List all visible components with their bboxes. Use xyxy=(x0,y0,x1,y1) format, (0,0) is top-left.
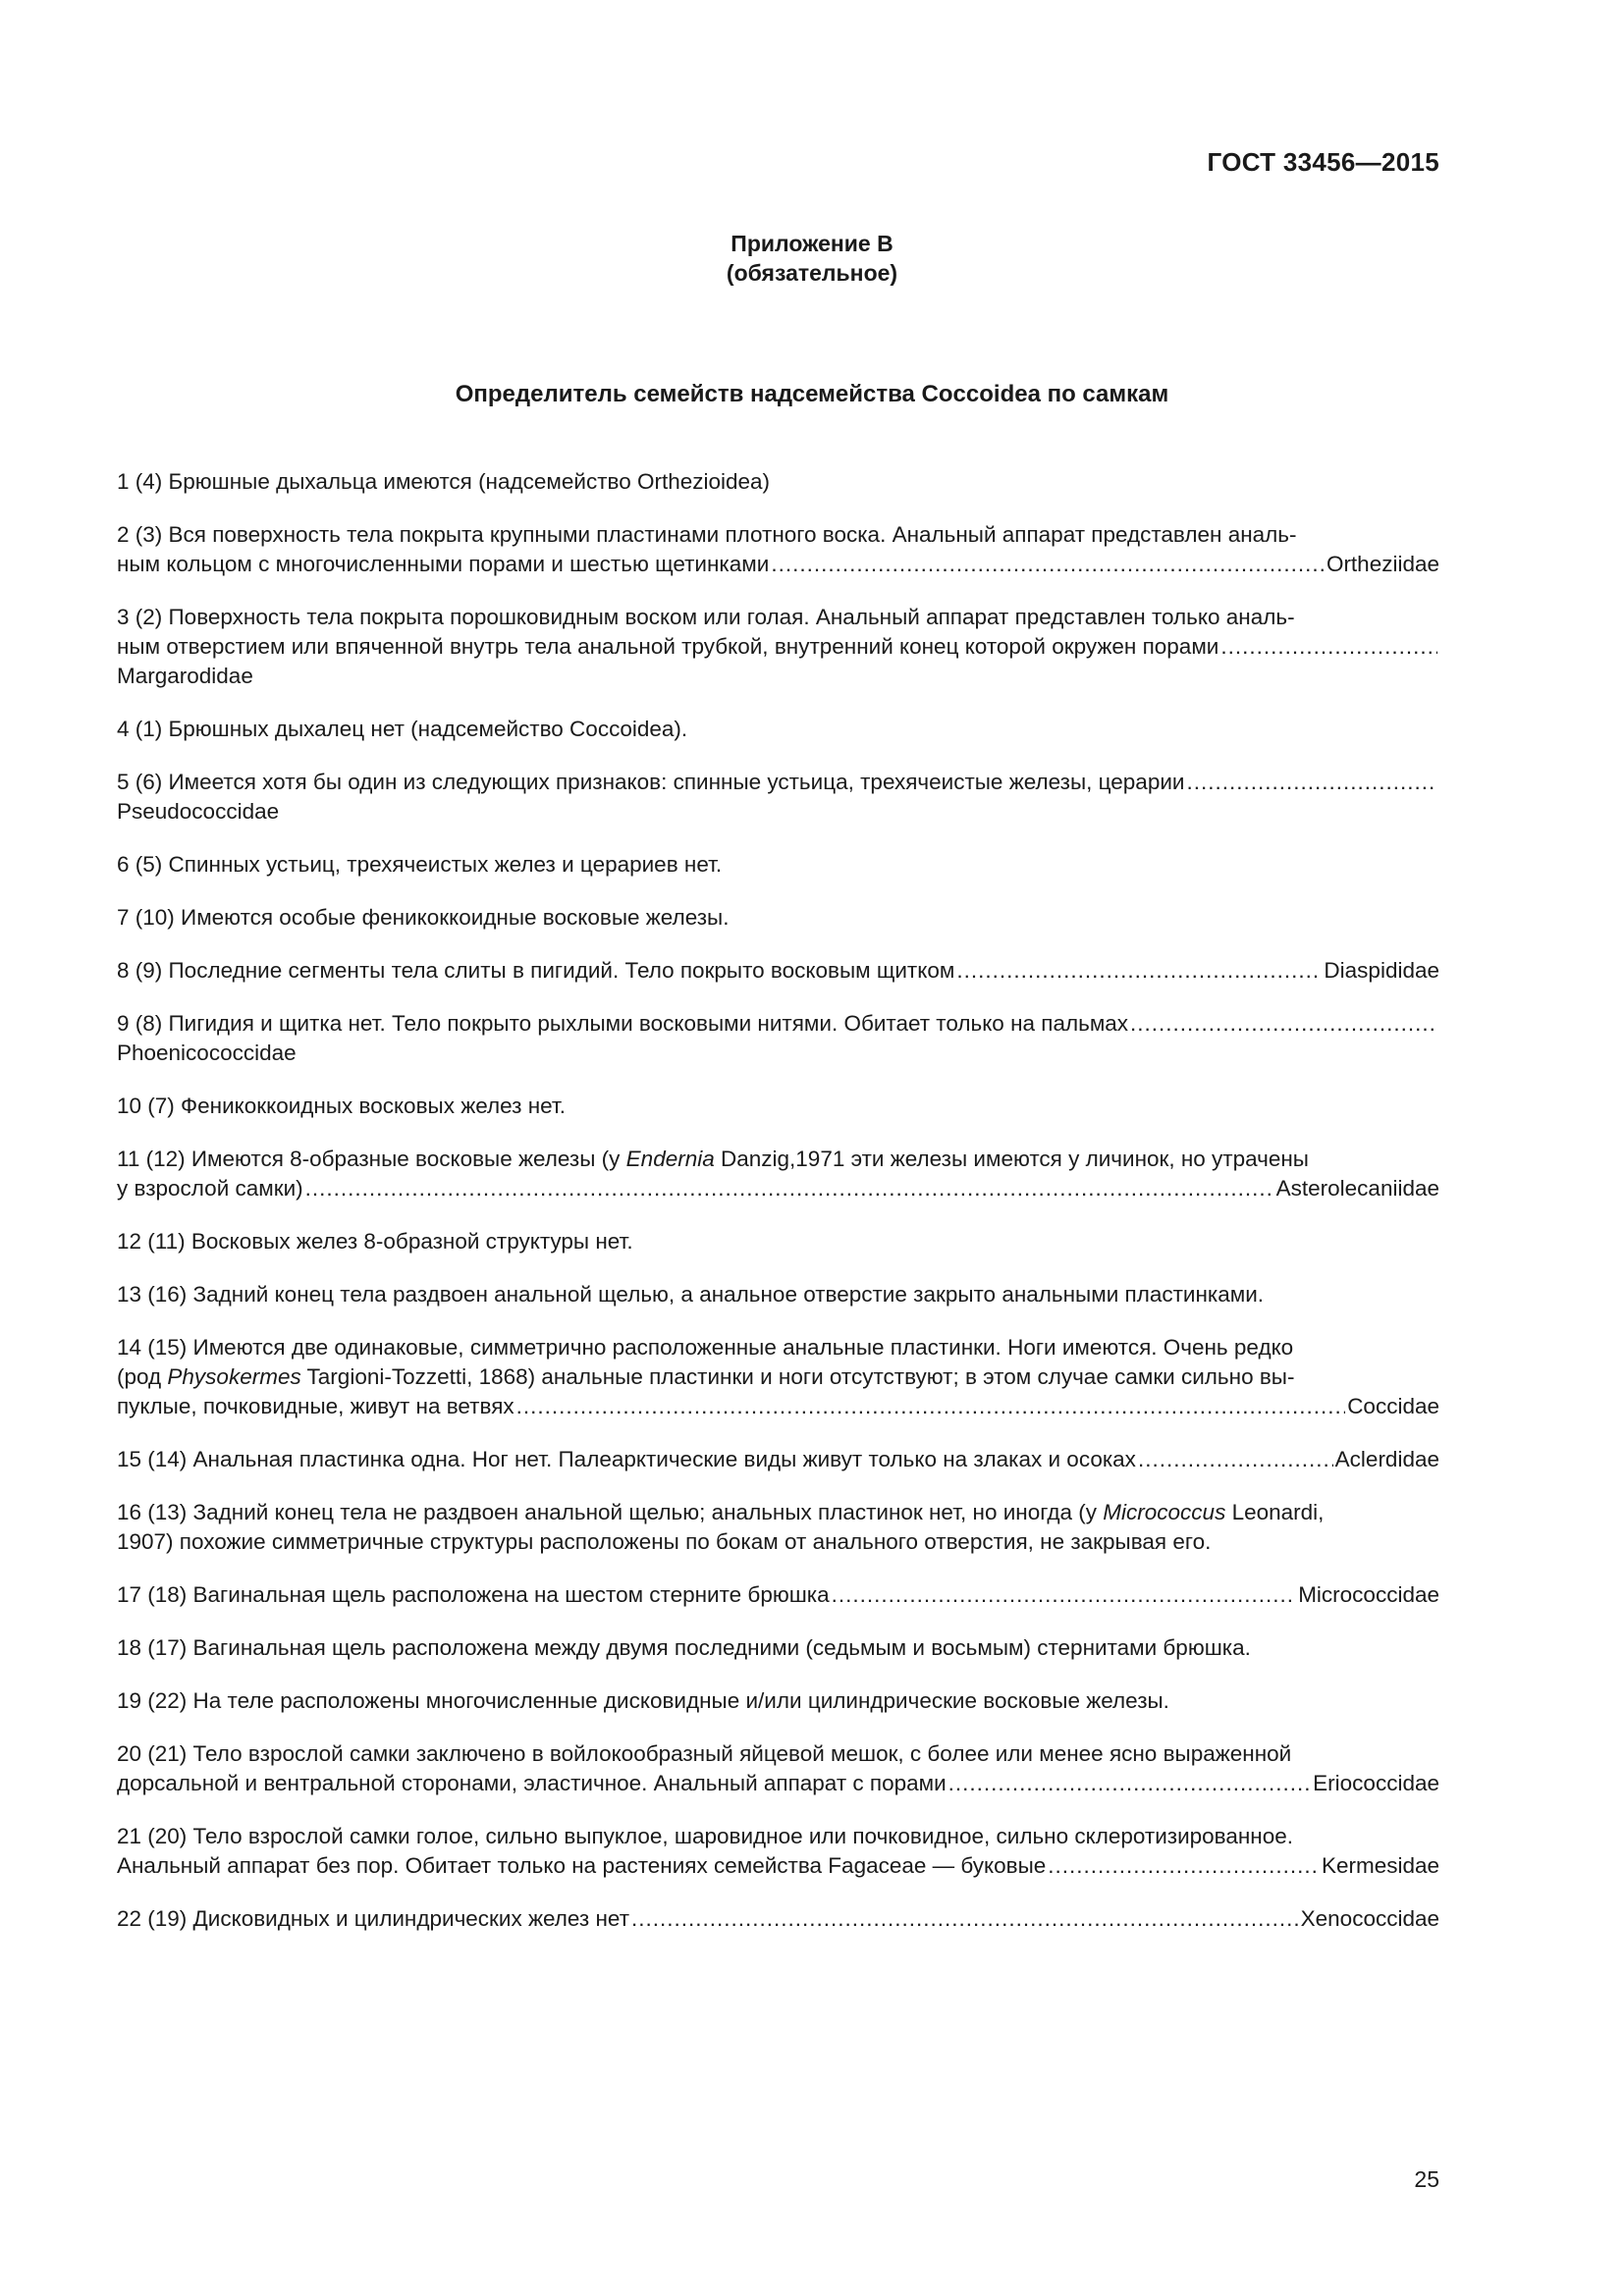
leader-dots xyxy=(832,1580,1297,1610)
family-name: Diaspididae xyxy=(1324,958,1439,983)
key-entry-18: 18 (17) Вагинальная щель расположена между двумя последними (седьмым и восьмым) стернитами брюшка. xyxy=(117,1635,1251,1660)
page-title: Определитель семейств надсемейства Coccoidea по самкам xyxy=(455,381,1169,407)
key-entry-2: 2 (3) Вся поверхность тела покрыта крупными пластинами плотного воска. Анальный аппарат представлен аналь- ным кольцом с многочисленными порами и шестью щетинками ..... Ortheziidae xyxy=(117,520,1439,579)
key-entry-6: 6 (5) Спинных устьиц, трехячеистых желез и церариев нет. xyxy=(117,852,723,877)
key-entry-13: 13 (16) Задний конец тела раздвоен анальной щелью, а анальное отверстие закрыто анальными пластинками. xyxy=(117,1282,1265,1307)
family-name: Phoenicococcidae xyxy=(117,1041,297,1065)
genus-name: Physokermes xyxy=(167,1364,301,1389)
key-entry-10: 10 (7) Феникоккоидных восковых желез нет. xyxy=(117,1094,566,1118)
family-name: Coccidae xyxy=(1347,1394,1439,1418)
leader-dots xyxy=(771,550,1325,579)
family-name: Micrococcidae xyxy=(1298,1582,1439,1607)
key-entry-11: 11 (12) Имеются 8-образные восковые железы (у Endernia Danzig,1971 эти железы имеются у личинок, но утрачены у взрослой самки) ..... Asterolecaniidae xyxy=(117,1145,1439,1203)
key-entry-15: 15 (14) Анальная пластинка одна. Ног нет. Палеарктические виды живут только на злаках и осоках ..... Aclerdidae xyxy=(117,1445,1439,1474)
key-entry-7: 7 (10) Имеются особые феникоккоидные восковые железы. xyxy=(117,905,730,930)
page-number: 25 xyxy=(1414,2166,1439,2192)
key-entry-1: 1 (4) Брюшные дыхальца имеются (надсемейство Orthezioidea) xyxy=(117,469,771,494)
appendix-heading xyxy=(0,229,1624,288)
key-entry-20: 20 (21) Тело взрослой самки заключено в войлокообразный яйцевой мешок, с более или менее ясно выраженной дорсальной и вентральной сторонами, эластичное. Анальный аппарат с порами ..... Eriococcidae xyxy=(117,1739,1439,1798)
leader-dots xyxy=(631,1904,1299,1934)
family-name: Kermesidae xyxy=(1321,1853,1439,1878)
family-name: Eriococcidae xyxy=(1313,1771,1439,1795)
family-name: Asterolecaniidae xyxy=(1275,1176,1439,1201)
key-entry-12: 12 (11) Восковых желез 8-образной структуры нет. xyxy=(117,1229,633,1254)
genus-name: Endernia xyxy=(625,1147,715,1171)
leader-dots xyxy=(1048,1851,1320,1881)
key-entry-14: 14 (15) Имеются две одинаковые, симметрично расположенные анальные пластинки. Ноги имеются. Очень редко (род Physokermes Targioni-Tozzetti, 1868) анальные пластинки и ноги отсутствуют; в этом случае самки сильно вы- пуклые, почковидные, живут на ветвях ..... Coccidae xyxy=(117,1333,1439,1421)
key-entry-4: 4 (1) Брюшных дыхалец нет (надсемейство Coccoidea). xyxy=(117,717,688,741)
leader-dots xyxy=(1186,768,1437,797)
family-name: Ortheziidae xyxy=(1326,552,1439,576)
leader-dots xyxy=(956,956,1322,986)
leader-dots xyxy=(1138,1445,1333,1474)
key-entry-16: 16 (13) Задний конец тела не раздвоен анальной щелью; анальных пластинок нет, но иногда (у Micrococcus Leonardi, 1907) похожие симметричные структуры расположены по бокам от анального отверстия, не закрывая его. xyxy=(117,1500,1325,1554)
key-entry-17: 17 (18) Вагинальная щель расположена на шестом стерните брюшка ..... Micrococcidae xyxy=(117,1580,1439,1610)
leader-dots xyxy=(948,1769,1312,1798)
key-entry-19: 19 (22) На теле расположены многочисленные дисковидные и/или цилиндрические восковые железы. xyxy=(117,1688,1169,1713)
genus-name: Micrococcus xyxy=(1103,1500,1226,1524)
appendix-status: (обязательное) xyxy=(726,260,898,286)
key-entry-3: 3 (2) Поверхность тела покрыта порошковидным воском или голая. Анальный аппарат представлен только аналь- ным отверстием или впяченной внутрь тела анальной трубкой, внутренний конец которой окружен порами ..... Margarodidae xyxy=(117,603,1439,691)
family-name: Pseudococcidae xyxy=(117,799,280,824)
leader-dots xyxy=(1130,1009,1437,1039)
leader-dots xyxy=(516,1392,1346,1421)
family-name: Margarodidae xyxy=(117,664,253,688)
leader-dots xyxy=(1220,632,1437,662)
key-entry-21: 21 (20) Тело взрослой самки голое, сильно выпуклое, шаровидное или почковидное, сильно склеротизированное. Анальный аппарат без пор. Обитает только на растениях семейства Fagaceae — буковые ..... Kermesidae xyxy=(117,1822,1439,1881)
document-id: ГОСТ 33456—2015 xyxy=(1207,147,1439,177)
appendix-label: Приложение В xyxy=(731,231,893,256)
key-entry-9: 9 (8) Пигидия и щитка нет. Тело покрыто рыхлыми восковыми нитями. Обитает только на пальмах ..... Phoenicococcidae xyxy=(117,1009,1439,1068)
key-entry-5: 5 (6) Имеется хотя бы один из следующих признаков: спинные устьица, трехячеистые железы, церарии ..... Pseudococcidae xyxy=(117,768,1439,827)
key-entry-22: 22 (19) Дисковидных и цилиндрических желез нет ..... Xenococcidae xyxy=(117,1904,1439,1934)
family-name: Xenococcidae xyxy=(1300,1906,1439,1931)
key-entry-8: 8 (9) Последние сегменты тела слиты в пигидий. Тело покрыто восковым щитком ..... Diaspididae xyxy=(117,956,1439,986)
key-entries xyxy=(117,467,1439,1957)
leader-dots xyxy=(305,1174,1274,1203)
family-name: Aclerdidae xyxy=(1334,1447,1439,1471)
